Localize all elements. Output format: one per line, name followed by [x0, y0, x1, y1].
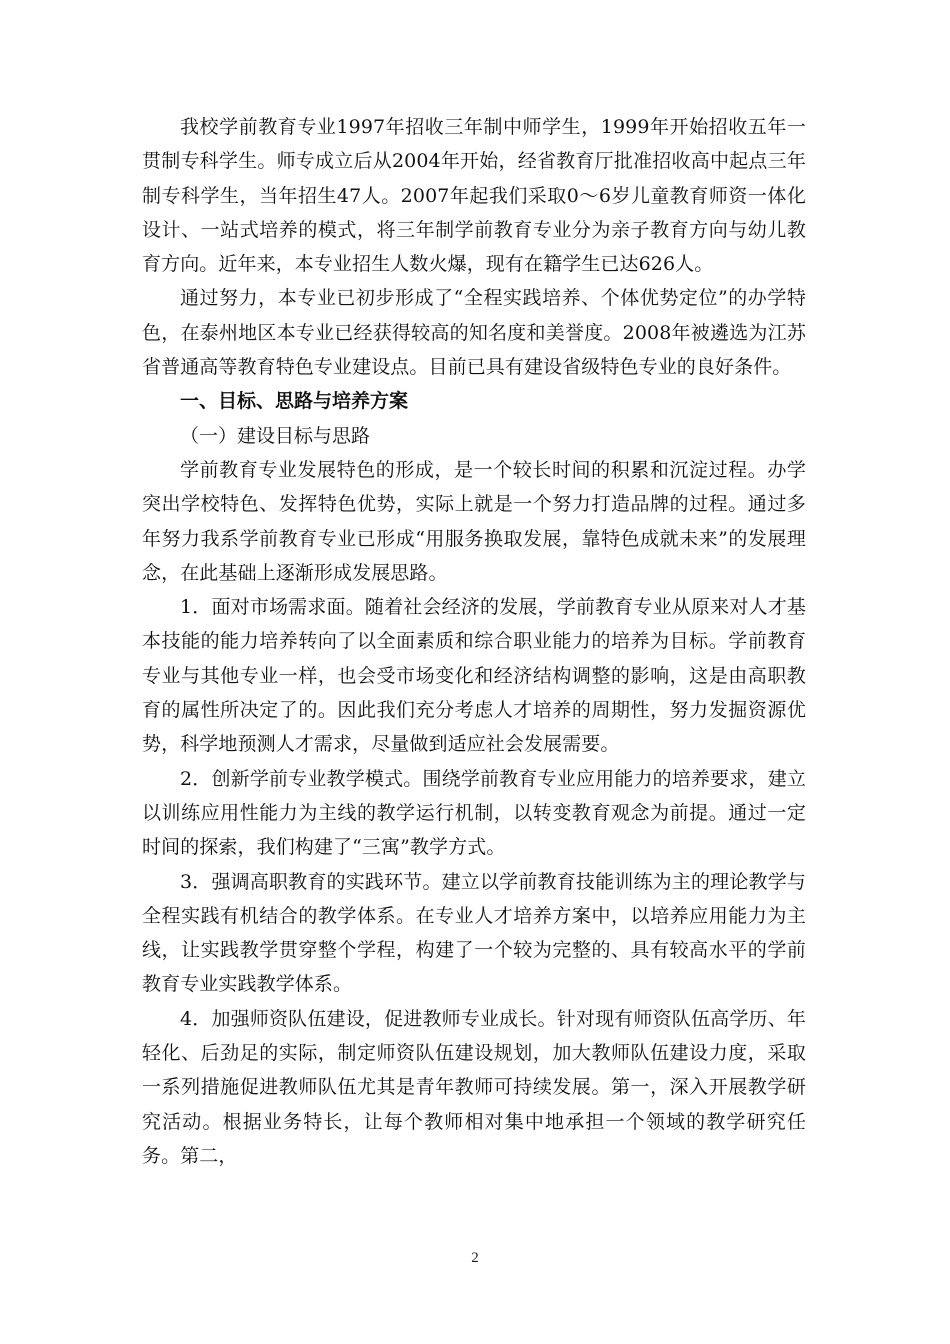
paragraph-point-4-faculty: 4．加强师资队伍建设，促进教师专业成长。针对现有师资队伍高学历、年轻化、后劲足的实际，制定师资队伍建设规划，加大教师队伍建设力度，采取一系列措施促进教师队伍尤其是青年教师可持续发展。第一，深入开展教学研究活动。根据业务特长，让每个教师相对集中地承担一个领域的教学研究任务。第二，	[142, 1007, 806, 1167]
paragraph-point-2-teaching-model: 2．创新学前专业教学模式。围绕学前教育专业应用能力的培养要求，建立以训练应用性能力为主线的教学运行机制，以转变教育观念为前提。通过一定时间的探索，我们构建了“三寓”教学方式。	[142, 767, 806, 859]
subsection-heading-goals-ideas: （一）建设目标与思路	[180, 424, 371, 447]
paragraph-point-3-practice: 3．强调高职教育的实践环节。建立以学前教育技能训练为主的理论教学与全程实践有机结合的教学体系。在专业人才培养方案中，以培养应用能力为主线，让实践教学贯穿整个学程，构建了一个较为完整的、具有较高水平的学前教育专业实践教学体系。	[142, 870, 806, 996]
paragraph-point-1-market: 1．面对市场需求面。随着社会经济的发展，学前教育专业从原来对人才基本技能的能力培养转向了以全面素质和综合职业能力的培养为目标。学前教育专业与其他专业一样，也会受市场变化和经济结构调整的影响，这是由高职教育的属性所决定了的。因此我们充分考虑人才培养的周期性，努力发掘资源优势，科学地预测人才需求，尽量做到适应社会发展需要。	[142, 596, 806, 756]
paragraph-enrollment-history: 我校学前教育专业1997年招收三年制中师学生，1999年开始招收五年一贯制专科学生。师专成立后从2004年开始，经省教育厅批准招收高中起点三年制专科学生，当年招生47人。2007年起我们采取0～6岁儿童教育师资一体化设计、一站式培养的模式，将三年制学前教育专业分为亲子教育方向与幼儿教育方向。近年来，本专业招生人数火爆，现有在籍学生已达626人。	[142, 116, 806, 276]
paragraph-development-concept: 学前教育专业发展特色的形成，是一个较长时间的积累和沉淀过程。办学突出学校特色、发挥特色优势，实际上就是一个努力打造品牌的过程。通过多年努力我系学前教育专业已形成“用服务换取发展，靠特色成就未来”的发展理念，在此基础上逐渐形成发展思路。	[142, 458, 806, 584]
section-heading-goals: 一、目标、思路与培养方案	[180, 390, 409, 413]
paragraph-program-features: 通过努力，本专业已初步形成了“全程实践培养、个体优势定位”的办学特色，在泰州地区本专业已经获得较高的知名度和美誉度。2008年被遴选为江苏省普通高等教育特色专业建设点。目前已具有建设省级特色专业的良好条件。	[142, 287, 806, 379]
page-number: 2	[471, 1250, 479, 1266]
document-body	[142, 110, 806, 1173]
